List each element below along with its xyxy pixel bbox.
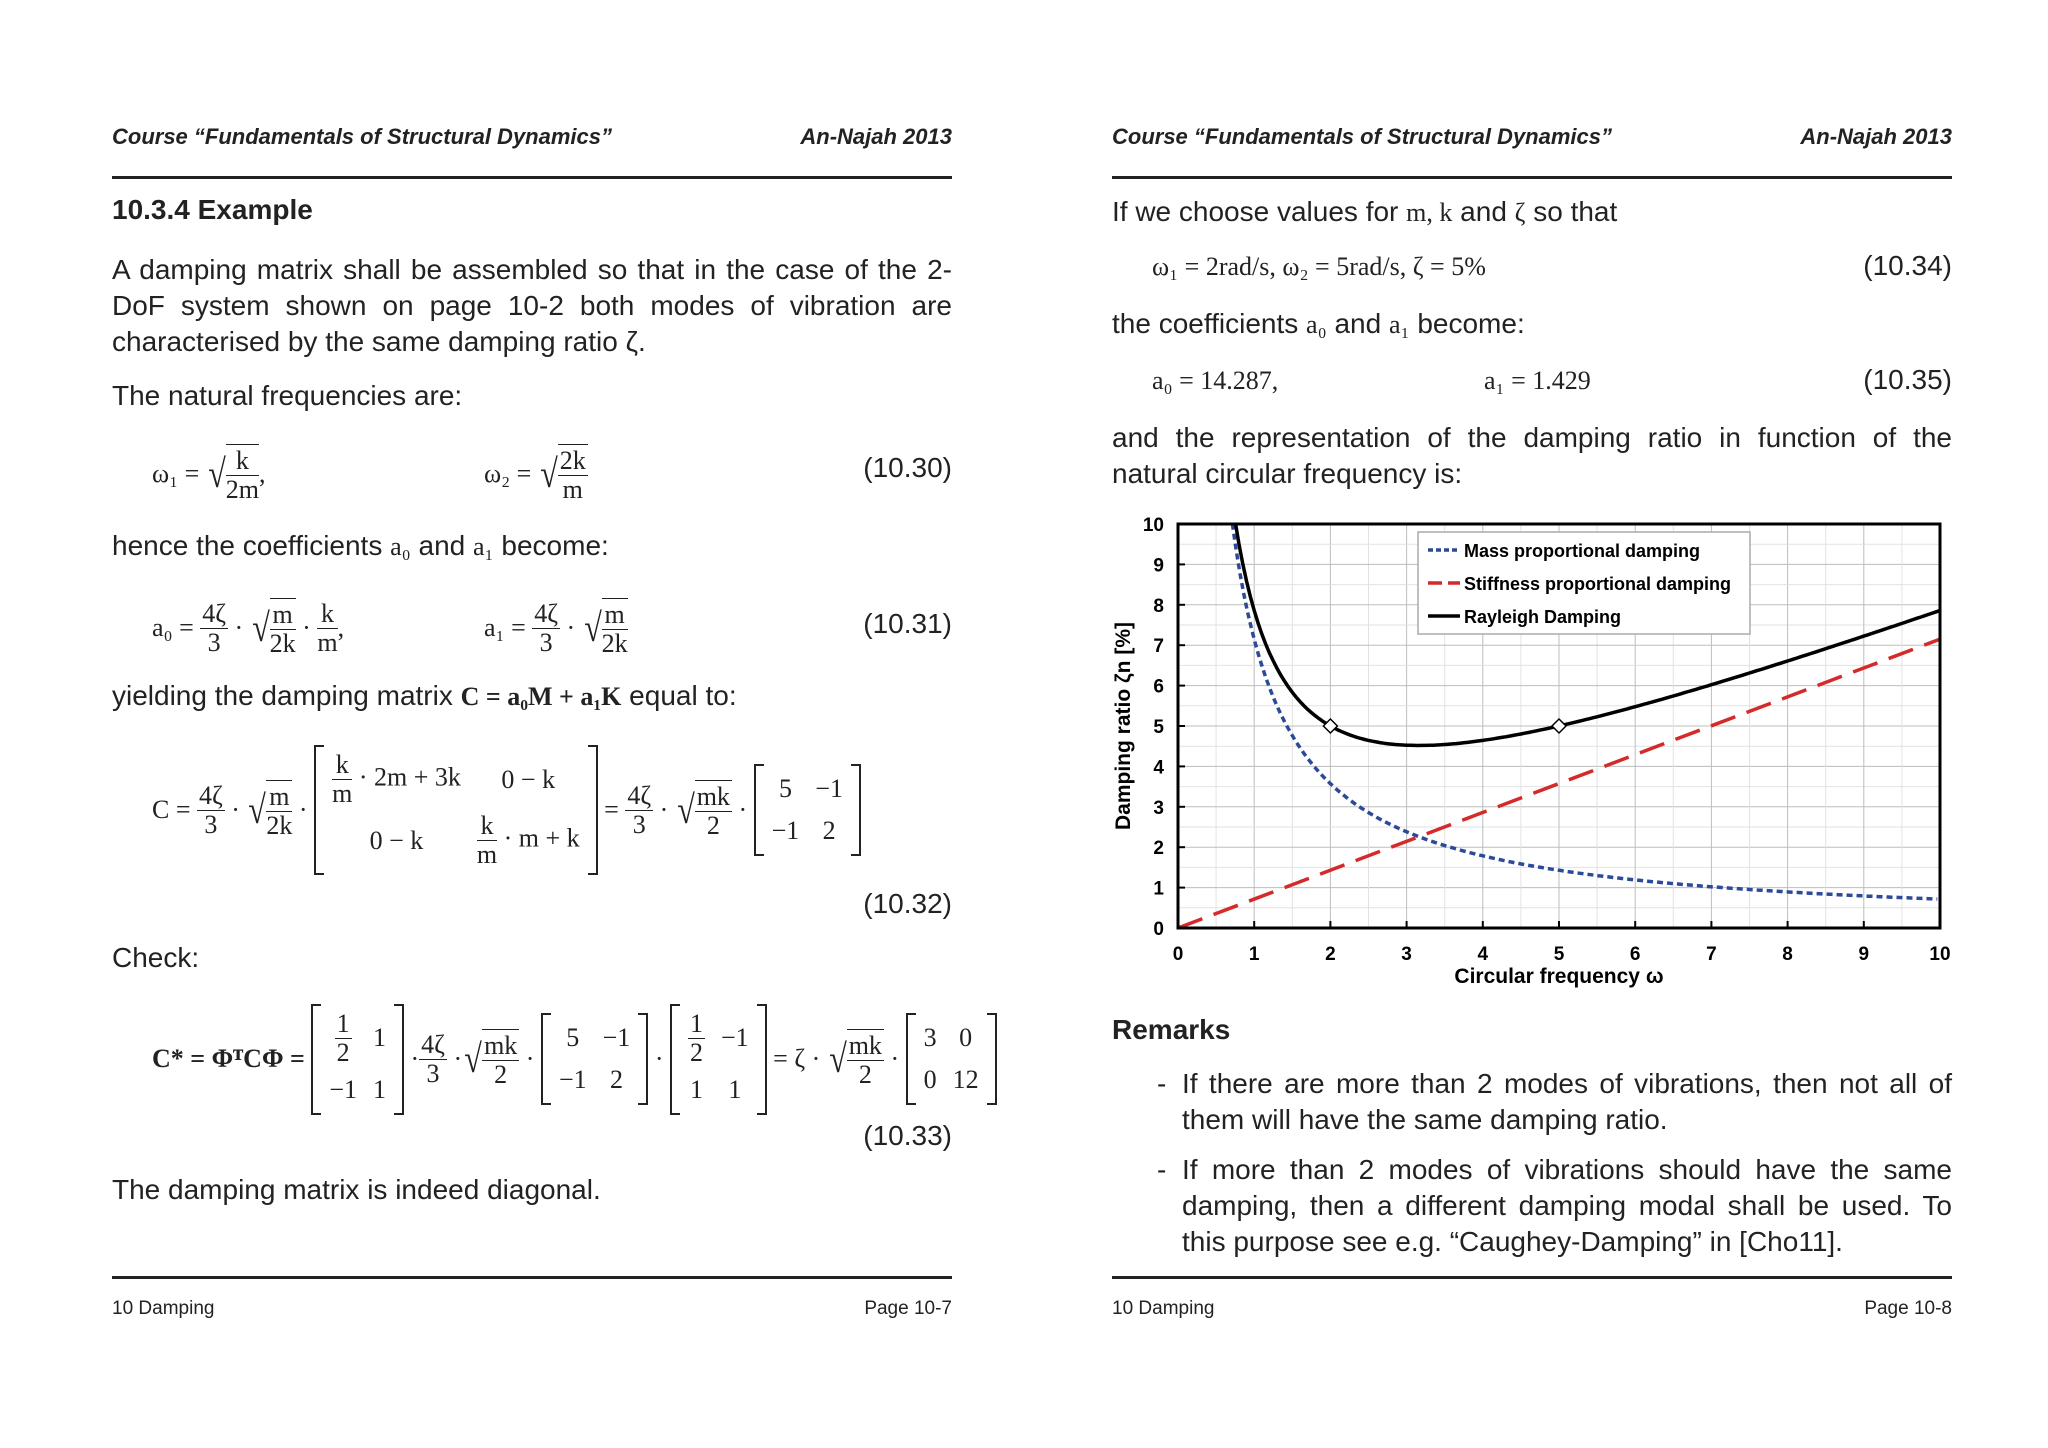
y-tick-label: 6 [1153, 676, 1164, 698]
page-number: Page 10-7 [864, 1298, 952, 1319]
equation-10-35-a0: a₀ = 14.287, [1152, 366, 1279, 395]
chart-legend [1418, 532, 1750, 634]
x-tick-label: 3 [1401, 944, 1412, 965]
equation-10-32: C = $\frac{4\zeta}{3}$ · √ $\frac{m}{2k}$ · $\frac{k}{m}$ · 2m + 3k 0 − k 0 − k $\frac{k}{m}$ · m + k = $\frac{4\zeta}{3}$ · √ $\frac{mk}{2}$ · 5 −1 −1 2 [152, 738, 861, 882]
equation-10-33: C* = ΦᵀCΦ = $\frac{1}{2}$ 1 −1 1 · $\frac{4\zeta}{3}$ · √ $\frac{mk}{2}$ · 5 −1 −1 2 · $\frac{1}{2}$ −1 1 1 = ζ · √ $\frac{mk}{2}$ · 3 0 0 12 [152, 996, 997, 1122]
footer-rule [112, 1276, 952, 1279]
legend-label: Rayleigh Damping [1464, 607, 1622, 627]
x-axis-label: Circular frequency ω [1454, 965, 1664, 988]
data-point-marker [1552, 719, 1566, 733]
y-tick-label: 3 [1153, 797, 1164, 819]
course-title: Course “Fundamentals of Structural Dynamics” [1112, 124, 1612, 149]
page-number: Page 10-8 [1864, 1298, 1952, 1319]
legend-label: Stiffness proportional damping [1464, 574, 1732, 594]
equation-10-31-a1: a₁ = $\frac{4\zeta}{3}$ · √ $\frac{m}{2k}$ [484, 598, 628, 658]
damping-ratio-chart [1106, 508, 1952, 998]
equation-number: (10.31) [863, 608, 952, 639]
y-tick-label: 9 [1153, 555, 1164, 577]
conclusion-text: The damping matrix is indeed diagonal. [112, 1174, 601, 1205]
page-header [1112, 124, 1952, 154]
x-tick-label: 10 [1929, 944, 1951, 965]
equation-number: (10.32) [863, 888, 952, 919]
y-tick-label: 4 [1153, 757, 1164, 779]
x-tick-label: 0 [1172, 944, 1184, 965]
y-tick-label: 0 [1153, 919, 1164, 940]
x-tick-label: 2 [1325, 944, 1336, 965]
equation-10-30-w1: ω₁ = √ $\frac{k}{2m}$ , [152, 446, 266, 504]
section-title: 10.3.4 Example [112, 194, 313, 225]
legend-label: Mass proportional damping [1464, 541, 1701, 561]
choose-values-text: If we choose values for m, k and ζ so that [1112, 196, 1618, 227]
natural-freq-text: The natural frequencies are: [112, 380, 463, 411]
remark-item: - If there are more than 2 modes of vibrations, then not all of them will have the same damping ratio. [1157, 1068, 1952, 1135]
institution: An-Najah 2013 [1800, 124, 1952, 149]
damping-matrix-text: yielding the damping matrix C = a₀M + a₁K equal to: [112, 680, 737, 711]
x-tick-label: 9 [1858, 944, 1870, 965]
equation-number: (10.33) [863, 1120, 952, 1151]
y-tick-label: 10 [1142, 515, 1164, 536]
equation-10-34: ω₁ = 2rad/s, ω₂ = 5rad/s, ζ = 5% [1152, 252, 1486, 281]
y-tick-label: 8 [1153, 595, 1164, 617]
header-rule [1112, 176, 1952, 179]
y-tick-label: 5 [1153, 717, 1164, 738]
y-tick-label: 1 [1153, 878, 1164, 900]
intro-paragraph: A damping matrix shall be assembled so that in the case of the 2-DoF system shown on page 10-2 both modes of vibration are characterised by the same damping ratio ζ. [112, 254, 952, 357]
chapter-label: 10 Damping [112, 1298, 215, 1319]
left-page [112, 0, 979, 1448]
x-tick-label: 7 [1706, 944, 1717, 965]
check-text: Check: [112, 942, 200, 973]
page-header [112, 124, 952, 154]
x-tick-label: 8 [1782, 944, 1793, 965]
x-tick-label: 6 [1629, 944, 1641, 965]
equation-10-31-a0: a₀ = $\frac{4\zeta}{3}$ · √ $\frac{m}{2k}$ · $\frac{k}{m}$ , [152, 598, 345, 658]
right-page [1112, 0, 1952, 1448]
remarks-title: Remarks [1112, 1014, 1231, 1045]
equation-number: (10.35) [1863, 364, 1952, 395]
institution: An-Najah 2013 [800, 124, 952, 149]
course-title: Course “Fundamentals of Structural Dynamics” [112, 124, 612, 149]
remark-item: - If more than 2 modes of vibrations should have the same damping, then a different damping modal shall be used. To this purpose see e.g. “Caughey-Damping” in [Cho11]. [1157, 1154, 1952, 1257]
equation-10-35-a1: a₁ = 1.429 [1484, 366, 1591, 395]
chapter-label: 10 Damping [1112, 1298, 1215, 1319]
equation-number: (10.34) [1863, 250, 1952, 281]
x-tick-label: 4 [1477, 944, 1489, 965]
coefficients-text: hence the coefficients a₀ and a₁ become: [112, 530, 609, 561]
equation-10-30-w2: ω₂ = √ $\frac{2k}{m}$ [484, 446, 586, 504]
representation-text: and the representation of the damping ratio in function of the natural circular frequency is: [1112, 422, 1952, 489]
x-tick-label: 1 [1248, 944, 1260, 965]
y-axis-label: Damping ratio ζn [%] [1112, 621, 1135, 831]
equation-number: (10.30) [863, 452, 952, 483]
coefficients-text: the coefficients a₀ and a₁ become: [1112, 308, 1525, 339]
y-tick-label: 7 [1153, 636, 1164, 658]
x-tick-label: 5 [1553, 944, 1565, 965]
y-tick-label: 2 [1153, 838, 1164, 860]
header-rule [112, 176, 952, 179]
footer-rule [1112, 1276, 1952, 1279]
